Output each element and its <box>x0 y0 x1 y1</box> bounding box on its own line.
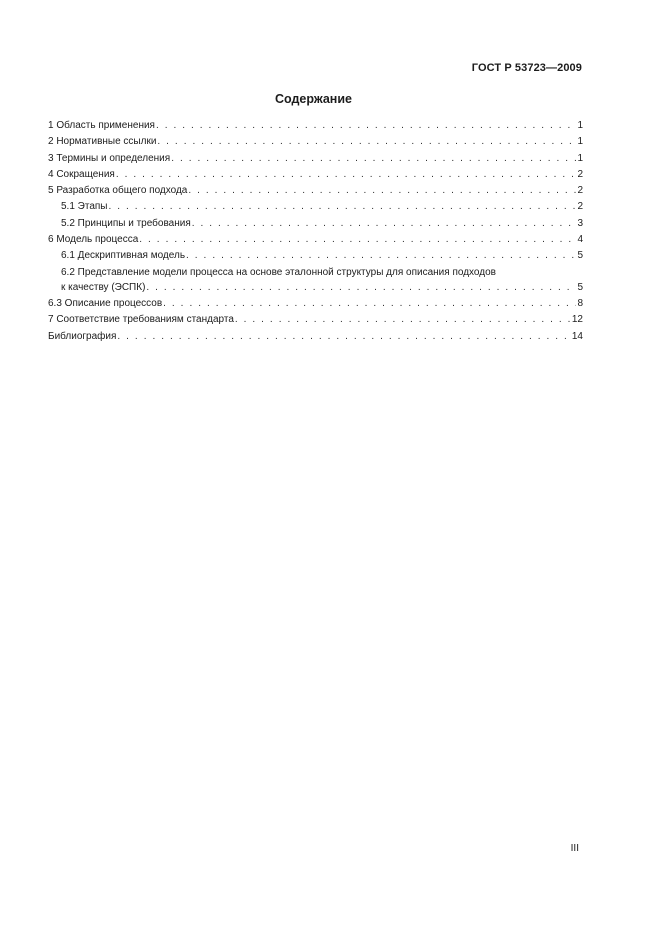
dot-leader <box>186 248 576 264</box>
toc-entry-text: 5.1 Этапы <box>61 201 108 213</box>
dot-leader <box>188 183 576 199</box>
toc-entry-text: 6.1 Дескриптивная модель <box>61 250 186 262</box>
toc-entry-text: 5.2 Принципы и требования <box>61 217 191 229</box>
toc-entry-page: 12 <box>571 314 583 326</box>
toc-entry-page: 1 <box>577 152 583 164</box>
toc-entry-text: 5 Разработка общего подхода <box>48 185 188 197</box>
dot-leader <box>171 151 576 167</box>
toc-entry-2[interactable] <box>48 134 583 150</box>
toc-entry-page: 4 <box>577 234 583 246</box>
dot-leader <box>163 296 576 312</box>
toc-entry-text: 6.2 Представление модели процесса на основе эталонной структуры для описания подходов <box>61 266 496 278</box>
toc-entry-text: к качеству (ЭСПК) <box>61 281 146 293</box>
dot-leader <box>109 199 577 215</box>
dot-leader <box>139 232 576 248</box>
toc-entry-page: 5 <box>577 250 583 262</box>
toc-entry-6[interactable] <box>48 232 583 248</box>
toc-entry-text: 1 Область применения <box>48 120 155 131</box>
toc-entry-6-2-line1[interactable] <box>48 265 583 280</box>
dot-leader <box>192 216 577 232</box>
toc-entry-5-1[interactable] <box>48 199 583 215</box>
toc-heading: Содержание <box>274 92 352 106</box>
dot-leader <box>156 118 576 134</box>
toc-entry-6-2[interactable] <box>48 280 583 296</box>
toc-entry-4[interactable] <box>48 167 583 183</box>
toc-entry-page: 5 <box>577 281 583 293</box>
toc-entry-text: Библиография <box>48 330 117 342</box>
toc-entry-page: 1 <box>577 120 583 131</box>
toc-entry-page: 14 <box>571 330 583 342</box>
page-number: III <box>570 843 579 854</box>
standard-designation: ГОСТ Р 53723—2009 <box>471 62 582 74</box>
toc-entry-page: 3 <box>577 217 583 229</box>
toc-entry-text: 4 Сокращения <box>48 168 115 180</box>
table-of-contents <box>48 118 583 345</box>
toc-entry-1[interactable] <box>48 118 583 134</box>
toc-entry-page: 2 <box>577 185 583 197</box>
toc-entry-page: 1 <box>577 136 583 148</box>
toc-entry-5[interactable] <box>48 183 583 199</box>
toc-entry-text: 3 Термины и определения <box>48 152 171 164</box>
dot-leader <box>116 167 577 183</box>
toc-entry-5-2[interactable] <box>48 216 583 232</box>
toc-entry-text: 6.3 Описание процессов <box>48 297 163 309</box>
toc-entry-6-1[interactable] <box>48 248 583 264</box>
toc-entry-bibliography[interactable] <box>48 329 583 345</box>
toc-entry-text: 7 Соответствие требованиям стандарта <box>48 314 234 326</box>
dot-leader <box>235 312 571 328</box>
dot-leader <box>146 280 576 296</box>
toc-entry-6-3[interactable] <box>48 296 583 312</box>
dot-leader <box>117 329 570 345</box>
toc-entry-3[interactable] <box>48 151 583 167</box>
toc-entry-text: 6 Модель процесса <box>48 234 139 246</box>
toc-entry-text: 2 Нормативные ссылки <box>48 136 157 148</box>
toc-entry-page: 2 <box>577 168 583 180</box>
toc-entry-page: 2 <box>577 201 583 213</box>
toc-entry-page: 8 <box>577 297 583 309</box>
toc-entry-7[interactable] <box>48 312 583 328</box>
dot-leader <box>157 134 576 150</box>
